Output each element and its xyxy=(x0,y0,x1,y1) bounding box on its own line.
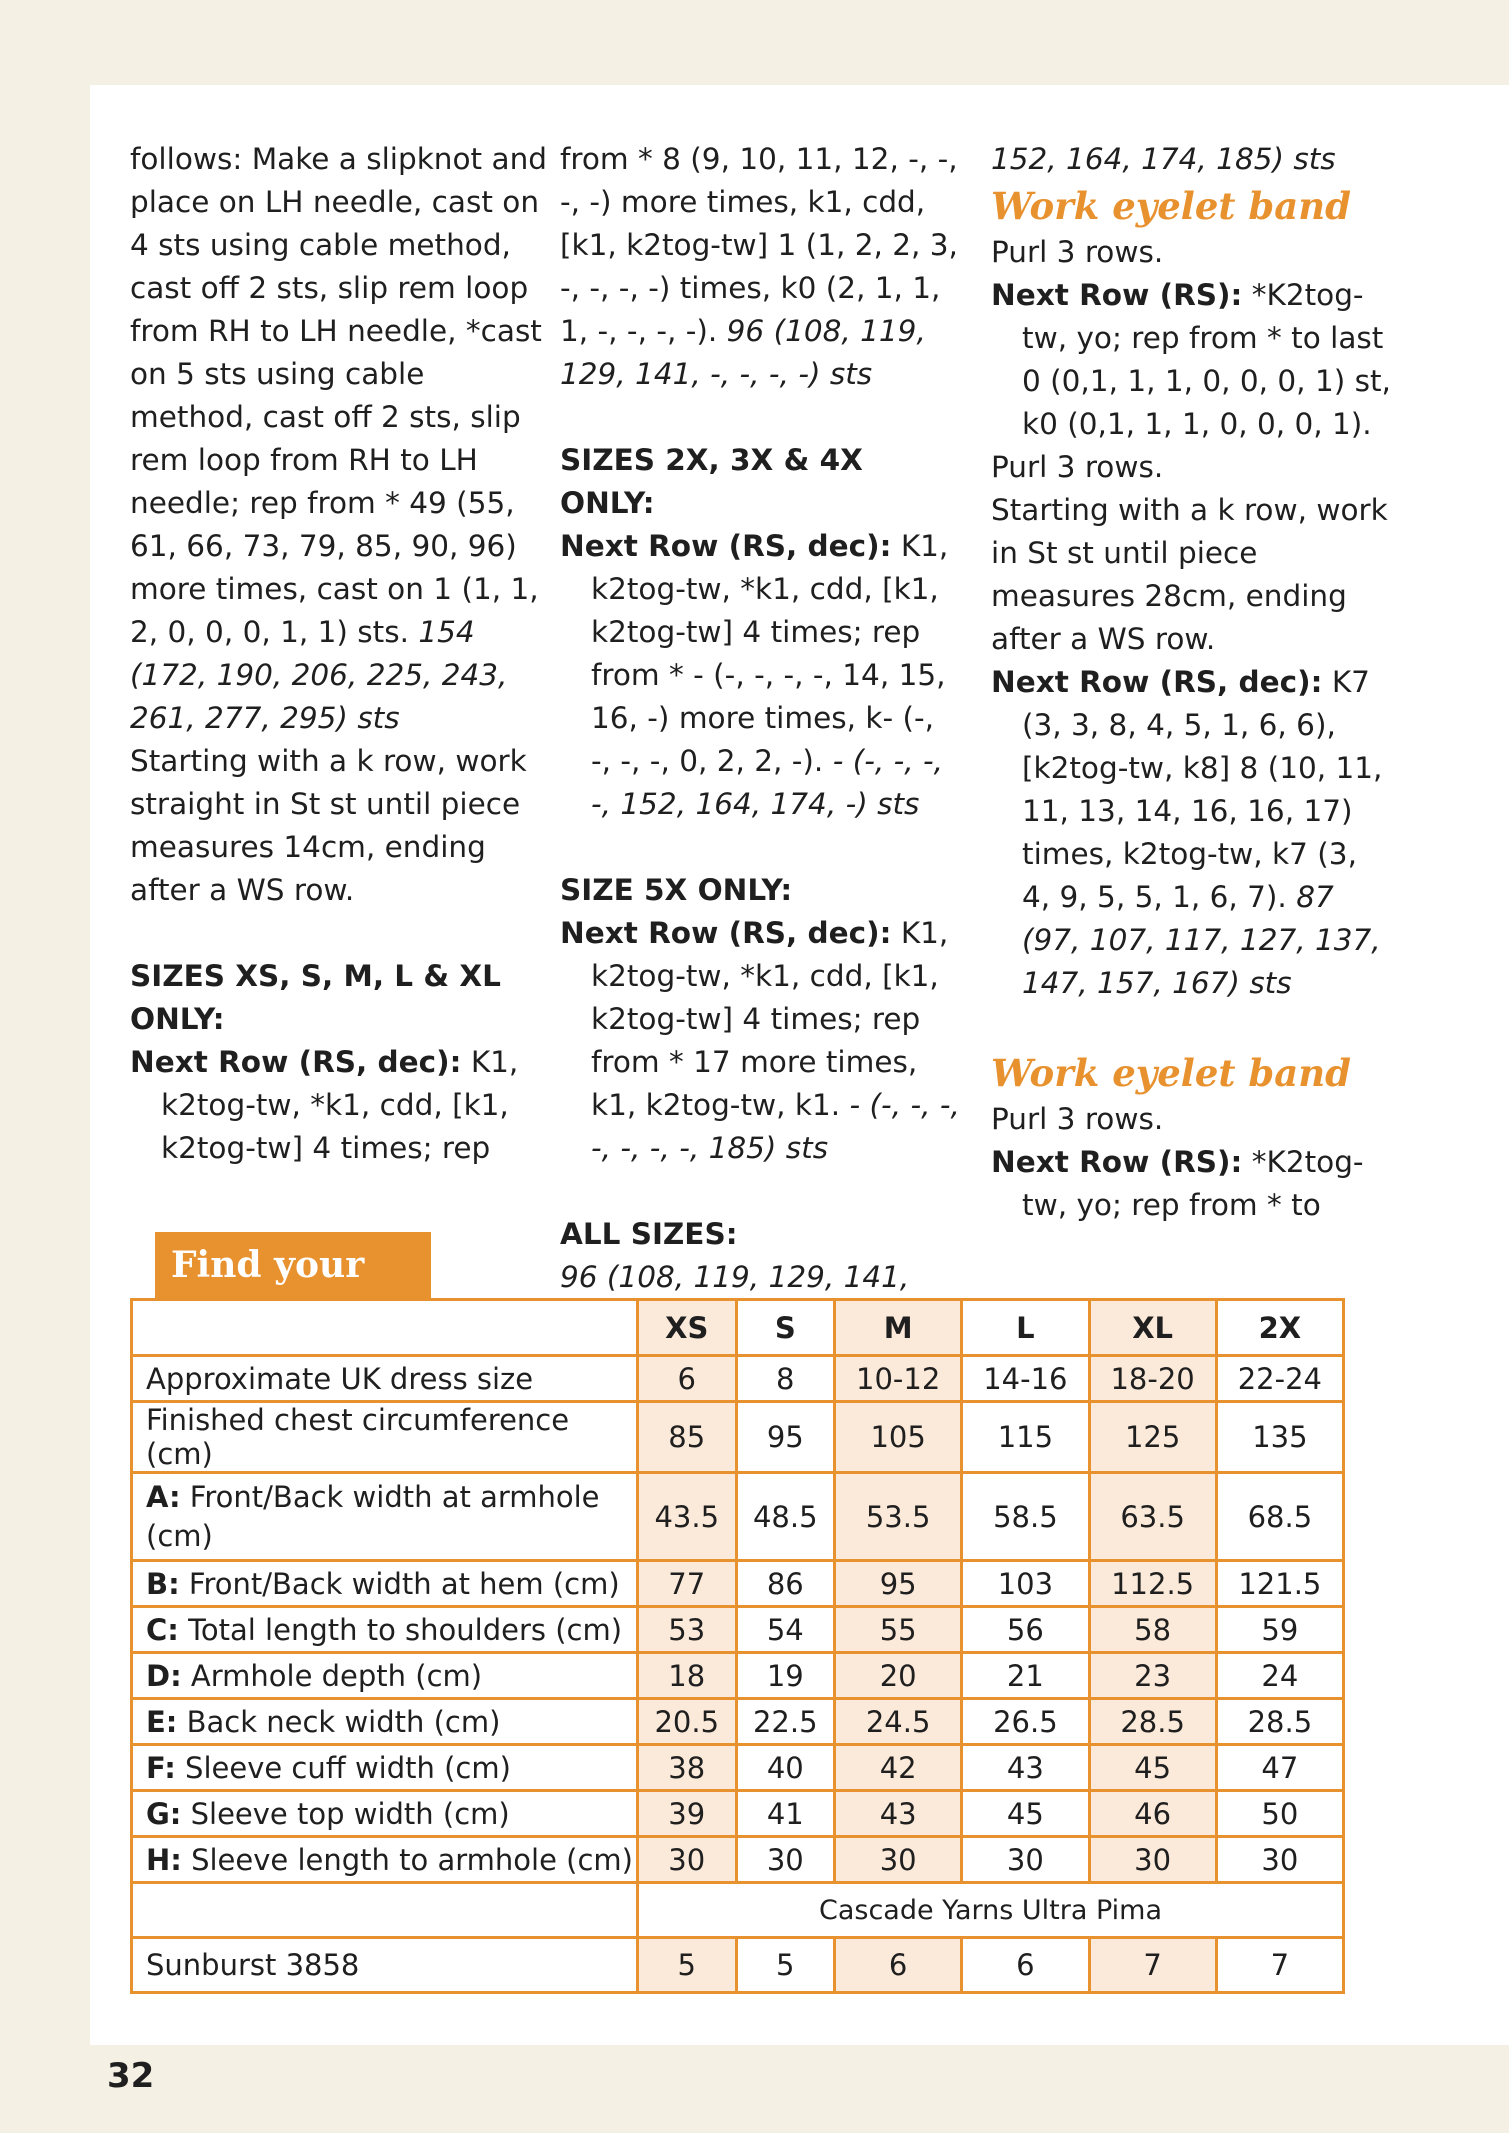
row-label-cell xyxy=(132,1607,638,1653)
table-cell: 39 xyxy=(638,1791,737,1837)
table-cell: 42 xyxy=(835,1745,962,1791)
table-row xyxy=(132,1699,1344,1745)
section-heading: SIZE 5X ONLY: xyxy=(560,873,793,907)
table-cell: 22-24 xyxy=(1216,1356,1343,1402)
table-cell: 41 xyxy=(736,1791,835,1837)
column-1 xyxy=(130,138,550,1170)
table-cell: 38 xyxy=(638,1745,737,1791)
row-label-cell xyxy=(132,1653,638,1699)
row-label-cell xyxy=(132,1356,638,1402)
table-cell: 40 xyxy=(736,1745,835,1791)
table-cell: 20 xyxy=(835,1653,962,1699)
header-cell: L xyxy=(962,1300,1089,1356)
table-cell: 28.5 xyxy=(1216,1699,1343,1745)
table-cell: 68.5 xyxy=(1216,1473,1343,1561)
instruction-row xyxy=(991,274,1391,446)
yarn-colour-label: Sunburst 3858 xyxy=(132,1938,638,1993)
section-heading: SIZES 2X, 3X & 4X ONLY: xyxy=(560,443,863,520)
row-letter: B: xyxy=(146,1566,180,1601)
stitch-count: 152, 164, 174, 185) sts xyxy=(991,142,1336,176)
body-text xyxy=(130,138,550,740)
table-cell: 56 xyxy=(962,1607,1089,1653)
table-cell: 43.5 xyxy=(638,1473,737,1561)
table-cell: 103 xyxy=(962,1561,1089,1607)
stitch-count: 154 (172, 190, 206, 225, 243, 261, 277, 295) sts xyxy=(130,615,508,735)
table-cell: 7 xyxy=(1216,1938,1343,1993)
row-label: Next Row (RS, dec): xyxy=(560,916,892,950)
table-cell: 47 xyxy=(1216,1745,1343,1791)
row-label: Next Row (RS): xyxy=(991,278,1243,312)
stitch-count: 96 (108, 119, 129, 141, xyxy=(560,1260,910,1294)
text: follows: Make a slipknot and place on LH needle, cast on 4 sts using cable method, cast off 2 sts, slip rem loop from RH to LH needle, *cast on 5 sts using cable method, cast off 2 sts, slip rem loop from RH to LH needle; rep from * 49 (55, 61, 66, 73, 79, 85, 90, 96) more times, cast on 1 (1, 1, 2, 0, 0, 0, 1, 1) sts. xyxy=(130,142,547,649)
instruction-row xyxy=(991,661,1391,1005)
row-label: Next Row (RS, dec): xyxy=(560,529,892,563)
row-label: Sleeve length to armhole (cm) xyxy=(181,1842,633,1877)
yarn-blank-cell xyxy=(132,1883,638,1938)
row-letter: H: xyxy=(146,1842,182,1877)
header-cell: XL xyxy=(1089,1300,1216,1356)
row-label-cell xyxy=(132,1699,638,1745)
row-label-cell xyxy=(132,1745,638,1791)
instruction-row xyxy=(991,1141,1391,1227)
table-cell: 6 xyxy=(962,1938,1089,1993)
table-header-row xyxy=(132,1300,1344,1356)
table-cell: 53.5 xyxy=(835,1473,962,1561)
table-cell: 30 xyxy=(1216,1837,1343,1883)
column-3 xyxy=(991,138,1391,1227)
table-cell: 46 xyxy=(1089,1791,1216,1837)
body-text: Purl 3 rows. xyxy=(991,1102,1164,1136)
table-cell: 86 xyxy=(736,1561,835,1607)
size-table xyxy=(130,1298,1345,1994)
table-cell: 24.5 xyxy=(835,1699,962,1745)
section-heading-eyelet-band: Work eyelet band xyxy=(991,1051,1351,1095)
row-label: Back neck width (cm) xyxy=(177,1704,501,1739)
table-cell: 23 xyxy=(1089,1653,1216,1699)
size-table-title: Find your size xyxy=(155,1232,431,1298)
table-cell: 10-12 xyxy=(835,1356,962,1402)
row-label-cell xyxy=(132,1402,638,1473)
table-cell: 20.5 xyxy=(638,1699,737,1745)
table-cell: 58 xyxy=(1089,1607,1216,1653)
table-cell: 8 xyxy=(736,1356,835,1402)
row-letter: G: xyxy=(146,1796,182,1831)
row-text: K1, k2tog-tw, *k1, cdd, [k1, k2tog-tw] 4 times; rep from * - (-, -, -, -, 14, 15, 16, -) more times, k- (-, -, -, -, 0, 2, 2, -). xyxy=(591,529,949,778)
table-cell: 7 xyxy=(1089,1938,1216,1993)
row-letter: A: xyxy=(146,1479,181,1514)
stitch-count: 96 (108, 119, 129, 141, -, -, -, -) sts xyxy=(560,314,926,391)
stitch-count: - (-, -, -, -, 152, 164, 174, -) sts xyxy=(591,744,944,821)
table-row xyxy=(132,1653,1344,1699)
table-cell: 30 xyxy=(1089,1837,1216,1883)
row-label: Sleeve cuff width (cm) xyxy=(175,1750,511,1785)
row-label: Armhole depth (cm) xyxy=(181,1658,483,1693)
table-row xyxy=(132,1561,1344,1607)
table-cell: 30 xyxy=(736,1837,835,1883)
header-cell: XS xyxy=(638,1300,737,1356)
table-cell: 48.5 xyxy=(736,1473,835,1561)
yarn-name-cell: Cascade Yarns Ultra Pima xyxy=(638,1883,1344,1938)
table-cell: 26.5 xyxy=(962,1699,1089,1745)
table-cell: 5 xyxy=(736,1938,835,1993)
instruction-row xyxy=(560,525,960,826)
table-cell: 125 xyxy=(1089,1402,1216,1473)
page-number: 32 xyxy=(107,2056,155,2096)
table-row xyxy=(132,1607,1344,1653)
table-cell: 54 xyxy=(736,1607,835,1653)
table-cell: 95 xyxy=(835,1561,962,1607)
table-row xyxy=(132,1837,1344,1883)
row-letter: C: xyxy=(146,1612,179,1647)
row-label: Next Row (RS, dec): xyxy=(130,1045,462,1079)
stitch-count: 87 (97, 107, 117, 127, 137, 147, 157, 167) sts xyxy=(1022,880,1381,1000)
section-heading: SIZES XS, S, M, L & XL ONLY: xyxy=(130,959,501,1036)
row-label-cell xyxy=(132,1561,638,1607)
instruction-row xyxy=(130,1041,550,1170)
row-label: Next Row (RS): xyxy=(991,1145,1243,1179)
row-label: Next Row (RS, dec): xyxy=(991,665,1323,699)
table-row xyxy=(132,1402,1344,1473)
table-cell: 45 xyxy=(1089,1745,1216,1791)
header-blank-cell xyxy=(132,1300,638,1356)
row-text: K7 (3, 3, 8, 4, 5, 1, 6, 6), [k2tog-tw, k8] 8 (10, 11, 11, 13, 14, 16, 16, 17) times, k2tog-tw, k7 (3, 4, 9, 5, 5, 1, 6, 7). xyxy=(1022,665,1383,914)
table-cell: 63.5 xyxy=(1089,1473,1216,1561)
table-cell: 50 xyxy=(1216,1791,1343,1837)
table-cell: 85 xyxy=(638,1402,737,1473)
row-label: Front/Back width at armhole (cm) xyxy=(146,1479,600,1553)
table-cell: 121.5 xyxy=(1216,1561,1343,1607)
table-cell: 53 xyxy=(638,1607,737,1653)
section-heading: ALL SIZES: xyxy=(560,1217,738,1251)
instruction-continuation xyxy=(560,138,960,396)
table-row xyxy=(132,1745,1344,1791)
table-cell: 5 xyxy=(638,1938,737,1993)
row-label-cell xyxy=(132,1473,638,1561)
size-table-body xyxy=(132,1300,1344,1993)
row-text: K1, k2tog-tw, *k1, cdd, [k1, k2tog-tw] 4 times; rep xyxy=(161,1045,519,1165)
row-letter: F: xyxy=(146,1750,176,1785)
row-text: *K2tog-tw, yo; rep from * to xyxy=(1022,1145,1364,1222)
table-cell: 45 xyxy=(962,1791,1089,1837)
body-text: Starting with a k row, work straight in St st until piece measures 14cm, ending after a WS row. xyxy=(130,744,527,907)
table-cell: 22.5 xyxy=(736,1699,835,1745)
body-text: Purl 3 rows. xyxy=(991,235,1164,269)
table-cell: 77 xyxy=(638,1561,737,1607)
table-cell: 28.5 xyxy=(1089,1699,1216,1745)
row-label: Sleeve top width (cm) xyxy=(181,1796,510,1831)
table-cell: 43 xyxy=(962,1745,1089,1791)
row-label: Approximate UK dress size xyxy=(146,1361,534,1396)
row-label: Total length to shoulders (cm) xyxy=(178,1612,623,1647)
table-row xyxy=(132,1791,1344,1837)
header-cell: S xyxy=(736,1300,835,1356)
table-cell: 112.5 xyxy=(1089,1561,1216,1607)
table-cell: 19 xyxy=(736,1653,835,1699)
table-cell: 43 xyxy=(835,1791,962,1837)
table-cell: 21 xyxy=(962,1653,1089,1699)
table-cell: 18 xyxy=(638,1653,737,1699)
stitch-count: - (-, -, -, -, -, -, -, 185) sts xyxy=(591,1088,960,1165)
row-text: K1, k2tog-tw, *k1, cdd, [k1, k2tog-tw] 4 times; rep from * 17 more times, k1, k2tog-tw, k1. xyxy=(591,916,949,1122)
table-row xyxy=(132,1473,1344,1561)
table-row xyxy=(132,1356,1344,1402)
row-text: *K2tog-tw, yo; rep from * to last 0 (0,1, 1, 1, 0, 0, 0, 1) st, k0 (0,1, 1, 1, 0, 0, 0, 1). xyxy=(1022,278,1391,441)
header-cell: 2X xyxy=(1216,1300,1343,1356)
table-cell: 30 xyxy=(638,1837,737,1883)
body-text: Starting with a k row, work in St st until piece measures 28cm, ending after a WS row. xyxy=(991,493,1388,656)
table-cell: 95 xyxy=(736,1402,835,1473)
table-cell: 30 xyxy=(835,1837,962,1883)
table-cell: 135 xyxy=(1216,1402,1343,1473)
yarn-title-row xyxy=(132,1883,1344,1938)
table-cell: 55 xyxy=(835,1607,962,1653)
body-text: Purl 3 rows. xyxy=(991,450,1164,484)
yarn-quantity-row xyxy=(132,1938,1344,1993)
column-2 xyxy=(560,138,960,1299)
row-letter: E: xyxy=(146,1704,178,1739)
row-label: Front/Back width at hem (cm) xyxy=(179,1566,620,1601)
table-cell: 105 xyxy=(835,1402,962,1473)
table-cell: 6 xyxy=(835,1938,962,1993)
instruction-row xyxy=(560,912,960,1170)
table-cell: 24 xyxy=(1216,1653,1343,1699)
header-cell: M xyxy=(835,1300,962,1356)
table-cell: 18-20 xyxy=(1089,1356,1216,1402)
row-letter: D: xyxy=(146,1658,182,1693)
table-cell: 14-16 xyxy=(962,1356,1089,1402)
text: from * 8 (9, 10, 11, 12, -, -, -, -) more times, k1, cdd, [k1, k2tog-tw] 1 (1, 2, 2, 3, -, -, -, -) times, k0 (2, 1, 1, 1, -, -, -, -). xyxy=(560,142,958,348)
table-cell: 58.5 xyxy=(962,1473,1089,1561)
table-cell: 6 xyxy=(638,1356,737,1402)
row-label: Finished chest circumference (cm) xyxy=(146,1403,570,1471)
row-label-cell xyxy=(132,1791,638,1837)
table-cell: 59 xyxy=(1216,1607,1343,1653)
section-heading-eyelet-band: Work eyelet band xyxy=(991,184,1351,228)
table-cell: 115 xyxy=(962,1402,1089,1473)
table-cell: 30 xyxy=(962,1837,1089,1883)
row-label-cell xyxy=(132,1837,638,1883)
